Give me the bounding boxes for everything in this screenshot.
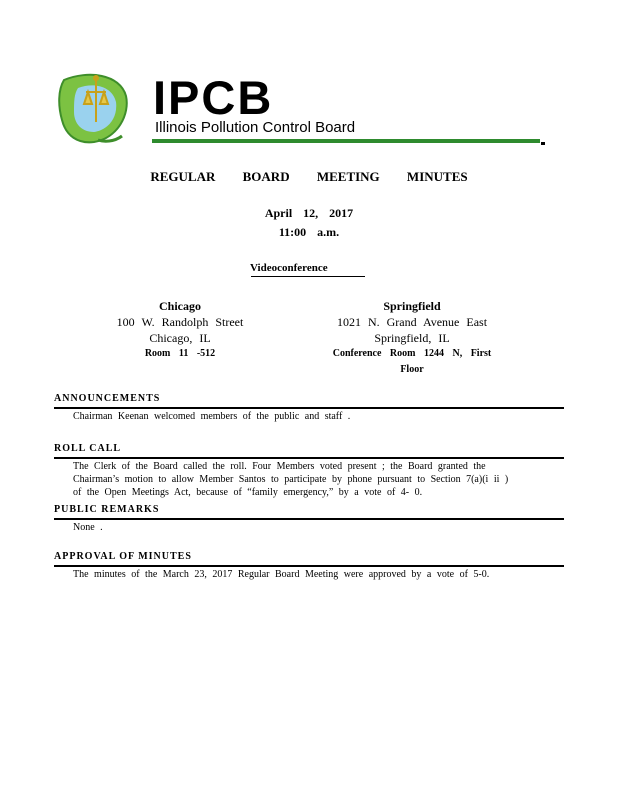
roll-call-rule bbox=[54, 457, 564, 459]
ipcb-leaf-logo bbox=[58, 70, 130, 146]
public-remarks-heading: PUBLIC REMARKS bbox=[54, 504, 160, 515]
approval-minutes-rule bbox=[54, 565, 564, 567]
springfield-room-line2: Floor bbox=[400, 364, 424, 375]
scales-top bbox=[93, 75, 99, 81]
location-chicago bbox=[100, 298, 260, 362]
chicago-street: 100 W. Randolph Street bbox=[116, 315, 244, 329]
springfield-street: 1021 N. Grand Avenue East bbox=[336, 315, 488, 329]
format-underline bbox=[251, 276, 365, 277]
public-remarks-rule bbox=[54, 518, 564, 520]
meeting-date: April 12, 2017 bbox=[264, 206, 354, 220]
location-springfield bbox=[322, 298, 502, 378]
roll-call-body bbox=[73, 460, 553, 499]
meeting-time: 11:00 a.m. bbox=[278, 225, 340, 239]
announcements-body: Chairman Keenan welcomed members of the public and staff . bbox=[73, 411, 351, 422]
approval-minutes-body: The minutes of the March 23, 2017 Regular Board Meeting were approved by a vote of 5-0. bbox=[73, 569, 490, 580]
logo-subtitle: Illinois Pollution Control Board bbox=[155, 119, 356, 136]
roll-call-line2: Chairman’s motion to allow Member Santos to participate by phone pursuant to Section 7(a)(i ii ) bbox=[73, 474, 509, 485]
springfield-name: Springfield bbox=[383, 299, 441, 313]
roll-call-line3: of the Open Meetings Act, because of “family emergency,” by a vote of 4- 0. bbox=[73, 487, 423, 498]
roll-call-line1: The Clerk of the Board called the roll. Four Members voted present ; the Board granted the bbox=[73, 461, 486, 472]
chicago-name: Chicago bbox=[159, 299, 201, 313]
announcements-rule bbox=[54, 407, 564, 409]
chicago-room: Room 11 -512 bbox=[144, 348, 216, 359]
public-remarks-body: None . bbox=[73, 522, 103, 533]
springfield-room-line1: Conference Room 1244 N, First bbox=[332, 348, 492, 359]
document-title: REGULAR BOARD MEETING MINUTES bbox=[150, 169, 468, 184]
announcements-heading: ANNOUNCEMENTS bbox=[54, 393, 161, 404]
logo-acronym: IPCB bbox=[153, 71, 274, 124]
roll-call-heading: ROLL CALL bbox=[54, 443, 122, 454]
logo-underline bbox=[152, 139, 540, 143]
meeting-format: Videoconference bbox=[250, 262, 328, 274]
springfield-city: Springfield, IL bbox=[374, 331, 450, 345]
approval-minutes-heading: APPROVAL OF MINUTES bbox=[54, 551, 192, 562]
logo-end-mark bbox=[541, 142, 545, 145]
chicago-city: Chicago, IL bbox=[149, 331, 211, 345]
